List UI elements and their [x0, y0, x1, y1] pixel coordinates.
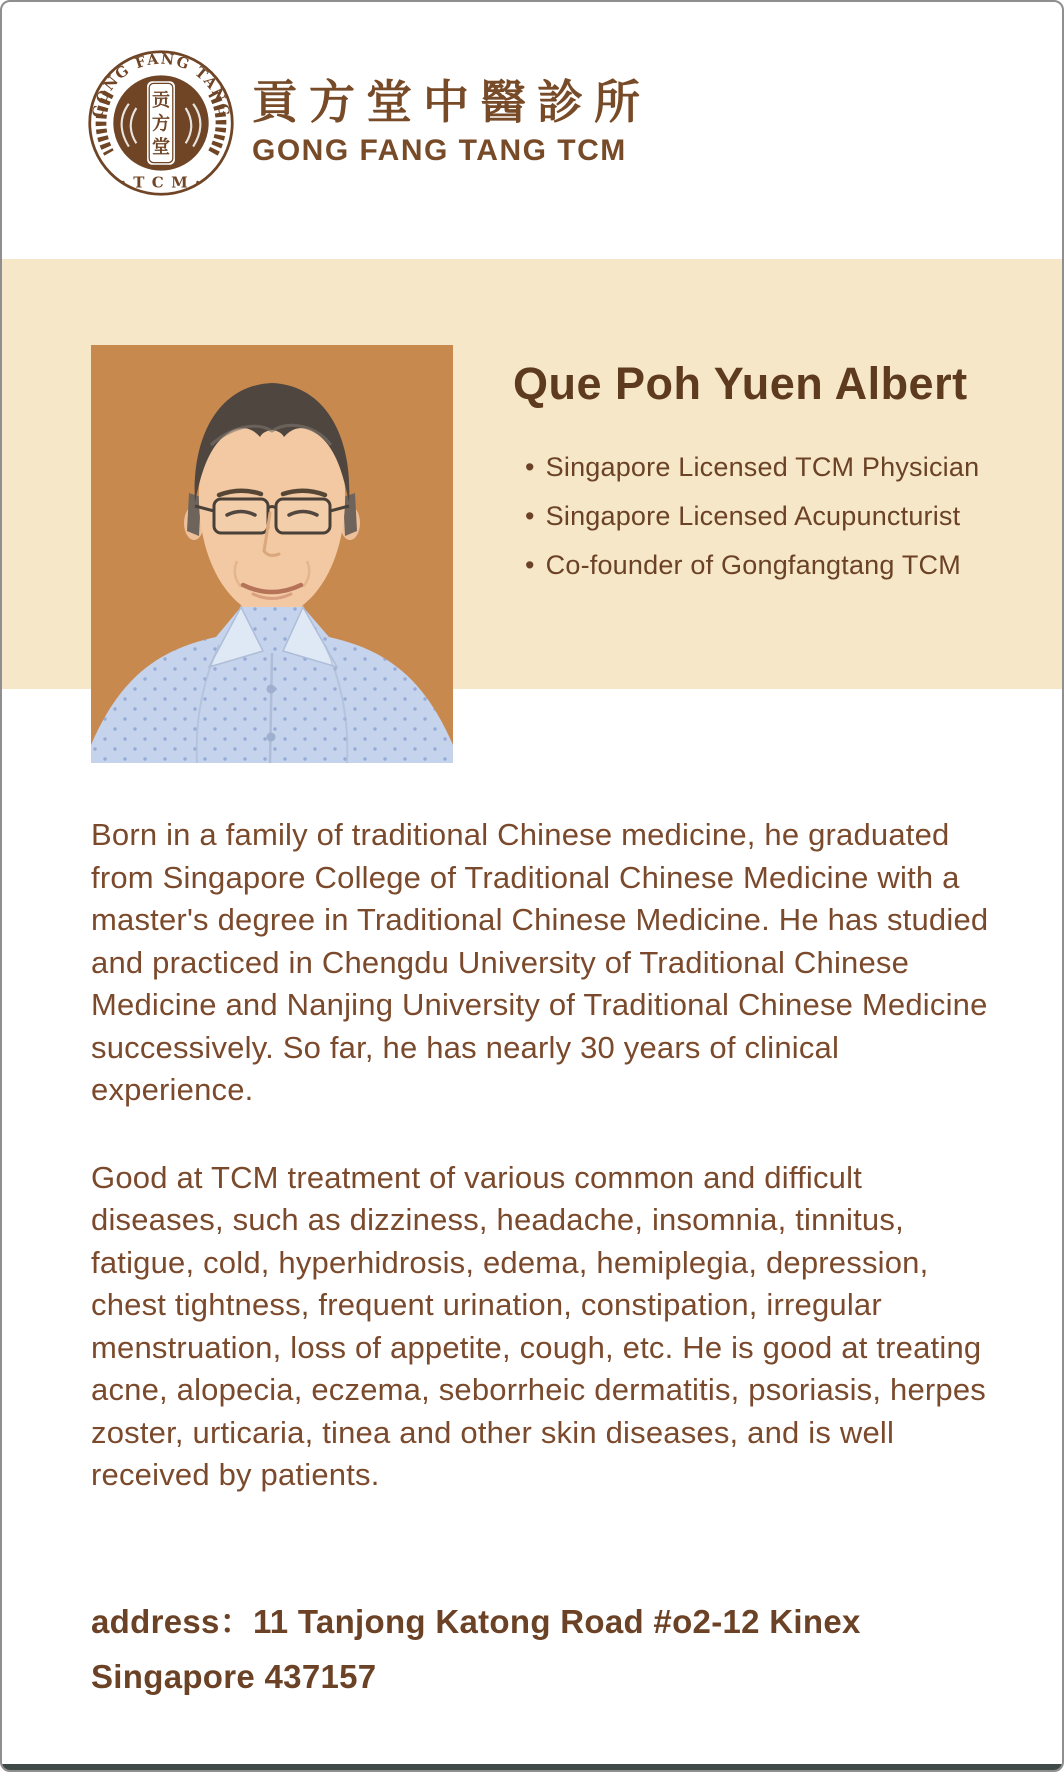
address-line-2: Singapore 437157: [91, 1658, 377, 1695]
logo-tcm-text: · T C M ·: [120, 173, 202, 192]
brand-header: [252, 76, 651, 168]
bullet-icon: •: [525, 550, 535, 580]
seal-icon-svg: [86, 48, 236, 198]
clinic-name-zh: 貢方堂中醫診所: [252, 75, 651, 129]
biography-section: [91, 814, 996, 1497]
footer-bar: [2, 1764, 1062, 1770]
clinic-address: [91, 1594, 971, 1704]
bio-paragraph-2: Good at TCM treatment of various common and difficult diseases, such as dizziness, headache, insomnia, tinnitus, fatigue, cold, hyperhidrosis, edema, hemiplegia, depression, chest tightness, frequent urination, constipation, irregular menstruation, loss of appetite, cough, etc. He is good at treating acne, alopecia, eczema, seborrheic dermatitis, psoriasis, herpes zoster, urticaria, tinea and other skin diseases, and is well received by patients.: [91, 1159, 986, 1492]
credential-item: [525, 443, 1025, 492]
seal-char-1: 贡: [151, 89, 171, 111]
clinic-name-en: GONG FANG TANG TCM: [252, 134, 627, 167]
credential-item: [525, 492, 1025, 541]
credential-text: Singapore Licensed TCM Physician: [545, 452, 980, 482]
seal-char-3: 堂: [151, 137, 171, 158]
credential-item: [525, 541, 1025, 590]
clinic-logo-seal-icon: [86, 48, 236, 198]
bullet-icon: •: [525, 452, 535, 482]
physician-name: Que Poh Yuen Albert: [513, 358, 968, 409]
bio-paragraph-1: Born in a family of traditional Chinese medicine, he graduated from Singapore College of Traditional Chinese Medicine with a master's degree in Traditional Chinese Medicine. He has studied and practiced in Chengdu University of Traditional Chinese Medicine and Nanjing University of Traditional Chinese Medicine successively. So far, he has nearly 30 years of clinical experience.: [91, 817, 989, 1107]
credential-text: Singapore Licensed Acupuncturist: [545, 501, 961, 531]
logo-arc-text: GONG FANG TANG: [89, 50, 233, 120]
physician-photo: [91, 345, 453, 763]
address-line-1: address：11 Tanjong Katong Road #o2-12 Kinex: [91, 1603, 861, 1640]
credential-list: [525, 443, 1025, 590]
physician-portrait-illustration: [91, 345, 453, 763]
bullet-icon: •: [525, 501, 535, 531]
seal-char-2: 方: [151, 113, 171, 135]
credential-text: Co-founder of Gongfangtang TCM: [545, 550, 961, 580]
